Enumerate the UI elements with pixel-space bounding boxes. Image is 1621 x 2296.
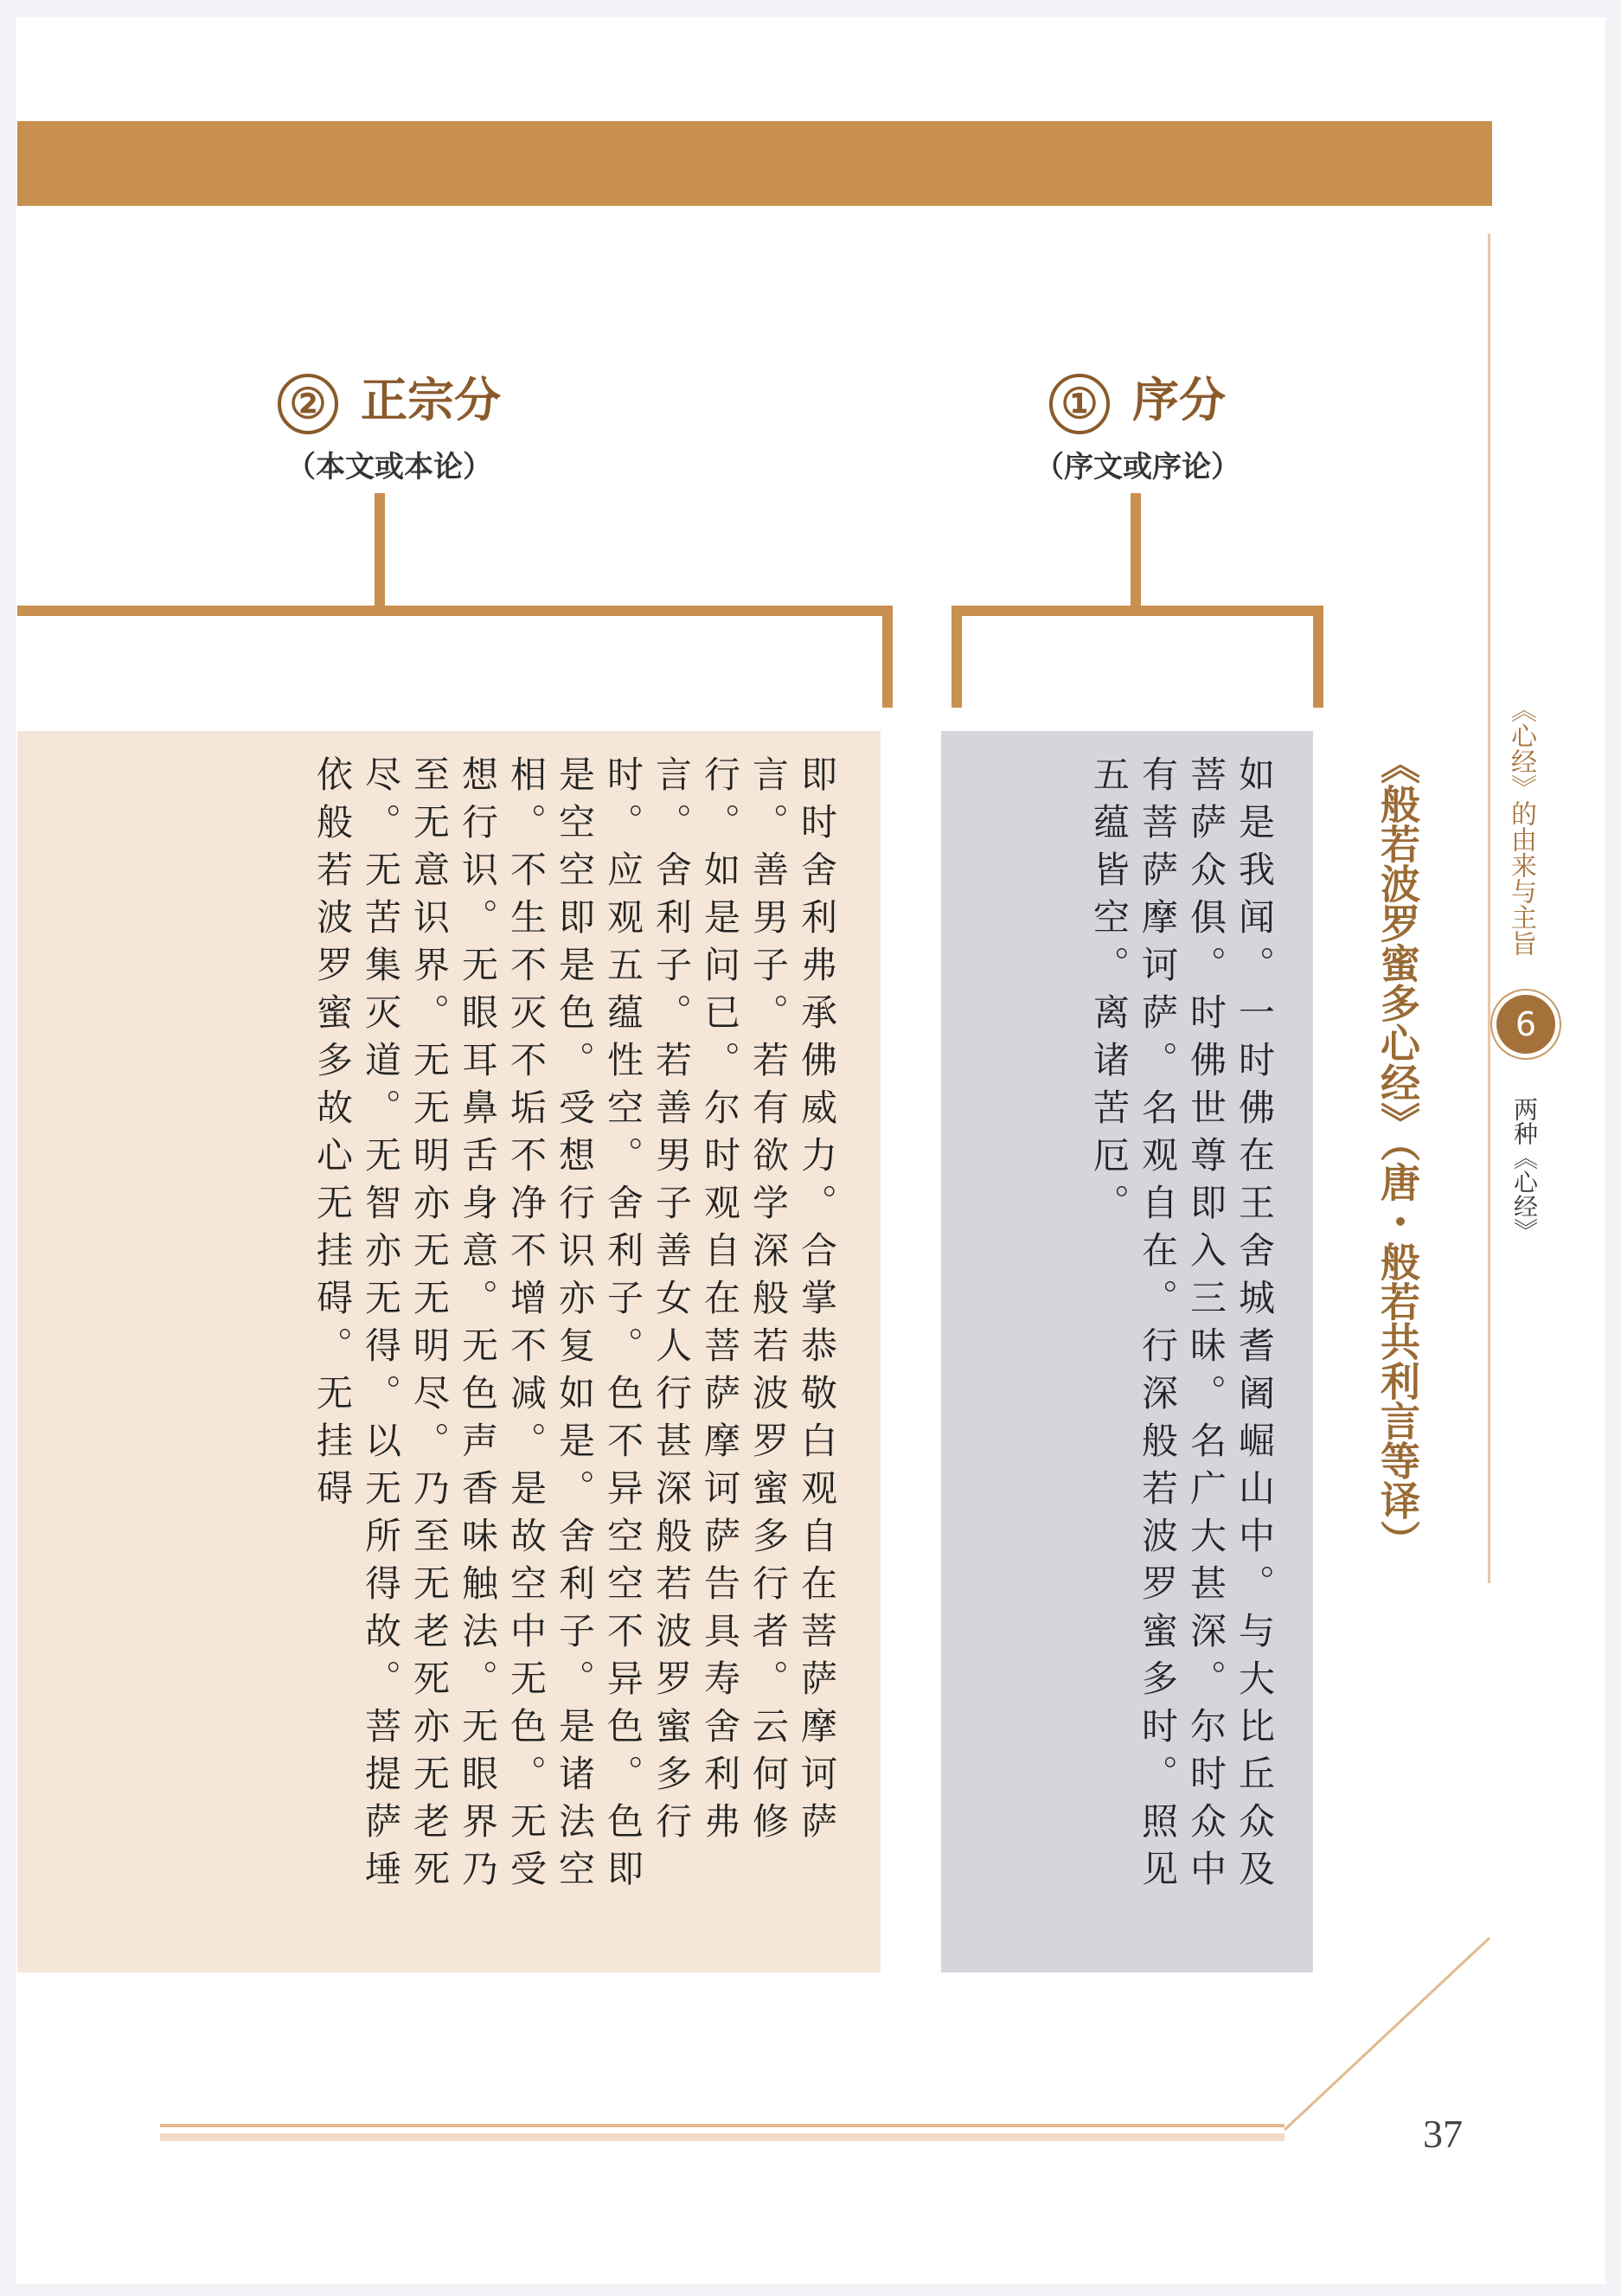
section-one-title: 序分 xyxy=(1132,372,1226,427)
main-sutra-text: 即时舍利弗承佛威力。合掌恭敬白观自在菩萨摩诃萨言。善男子。若有欲学深般若波罗蜜多行者。云何修行。如是问已。尔时观自在菩萨摩诃萨告具寿舍利弗言。舍利子。若善男子善女人行甚深般若波罗蜜多行时。应观五蕴性空。舍利子。色不异空空不异色。色即是空空即是色。受想行识亦复如是。舍利子。是诸法空相。不生不灭不垢不净不增不减。是故空中无色。无受想行识。无眼耳鼻舌身意。无色声香味触法。无眼界乃至无意识界。无无明亦无无明尽。乃至无老死亦无老死尽。无苦集灭道。无智亦无得。以无所得故。菩提萨埵依般若波罗蜜多故心无挂碍。无挂碍 xyxy=(311,755,838,1897)
preface-sutra-text: 如是我闻。一时佛在王舍城耆阇崛山中。与大比丘众及菩萨众俱。时佛世尊即入三昧。名广大甚深。尔时众中有菩萨摩诃萨。名观自在。行深般若波罗蜜多时。照见五蕴皆空。离诸苦厄。 xyxy=(1088,755,1276,1897)
section-two-title: 正宗分 xyxy=(361,372,501,427)
footer-line-shadow xyxy=(160,2133,1285,2141)
chapter-title: 《心经》的由来与主旨 xyxy=(1506,696,1536,956)
sutra-title: 《般若波罗蜜多心经》（唐・般若共利言等译） xyxy=(1374,744,1421,1560)
section-one-subtitle: （序文或序论） xyxy=(1035,449,1240,484)
chapter-number-badge: 6 xyxy=(1496,995,1555,1054)
section-two-subtitle: （本文或本论） xyxy=(286,449,492,484)
corner-diagonal xyxy=(1285,1938,1490,2130)
footer-line xyxy=(160,2124,1285,2127)
section-title: 两种《心经》 xyxy=(1510,1097,1539,1242)
section-two-number: ② xyxy=(278,374,338,434)
section-one-number: ① xyxy=(1049,374,1110,434)
page-number: 37 xyxy=(1423,2112,1463,2156)
